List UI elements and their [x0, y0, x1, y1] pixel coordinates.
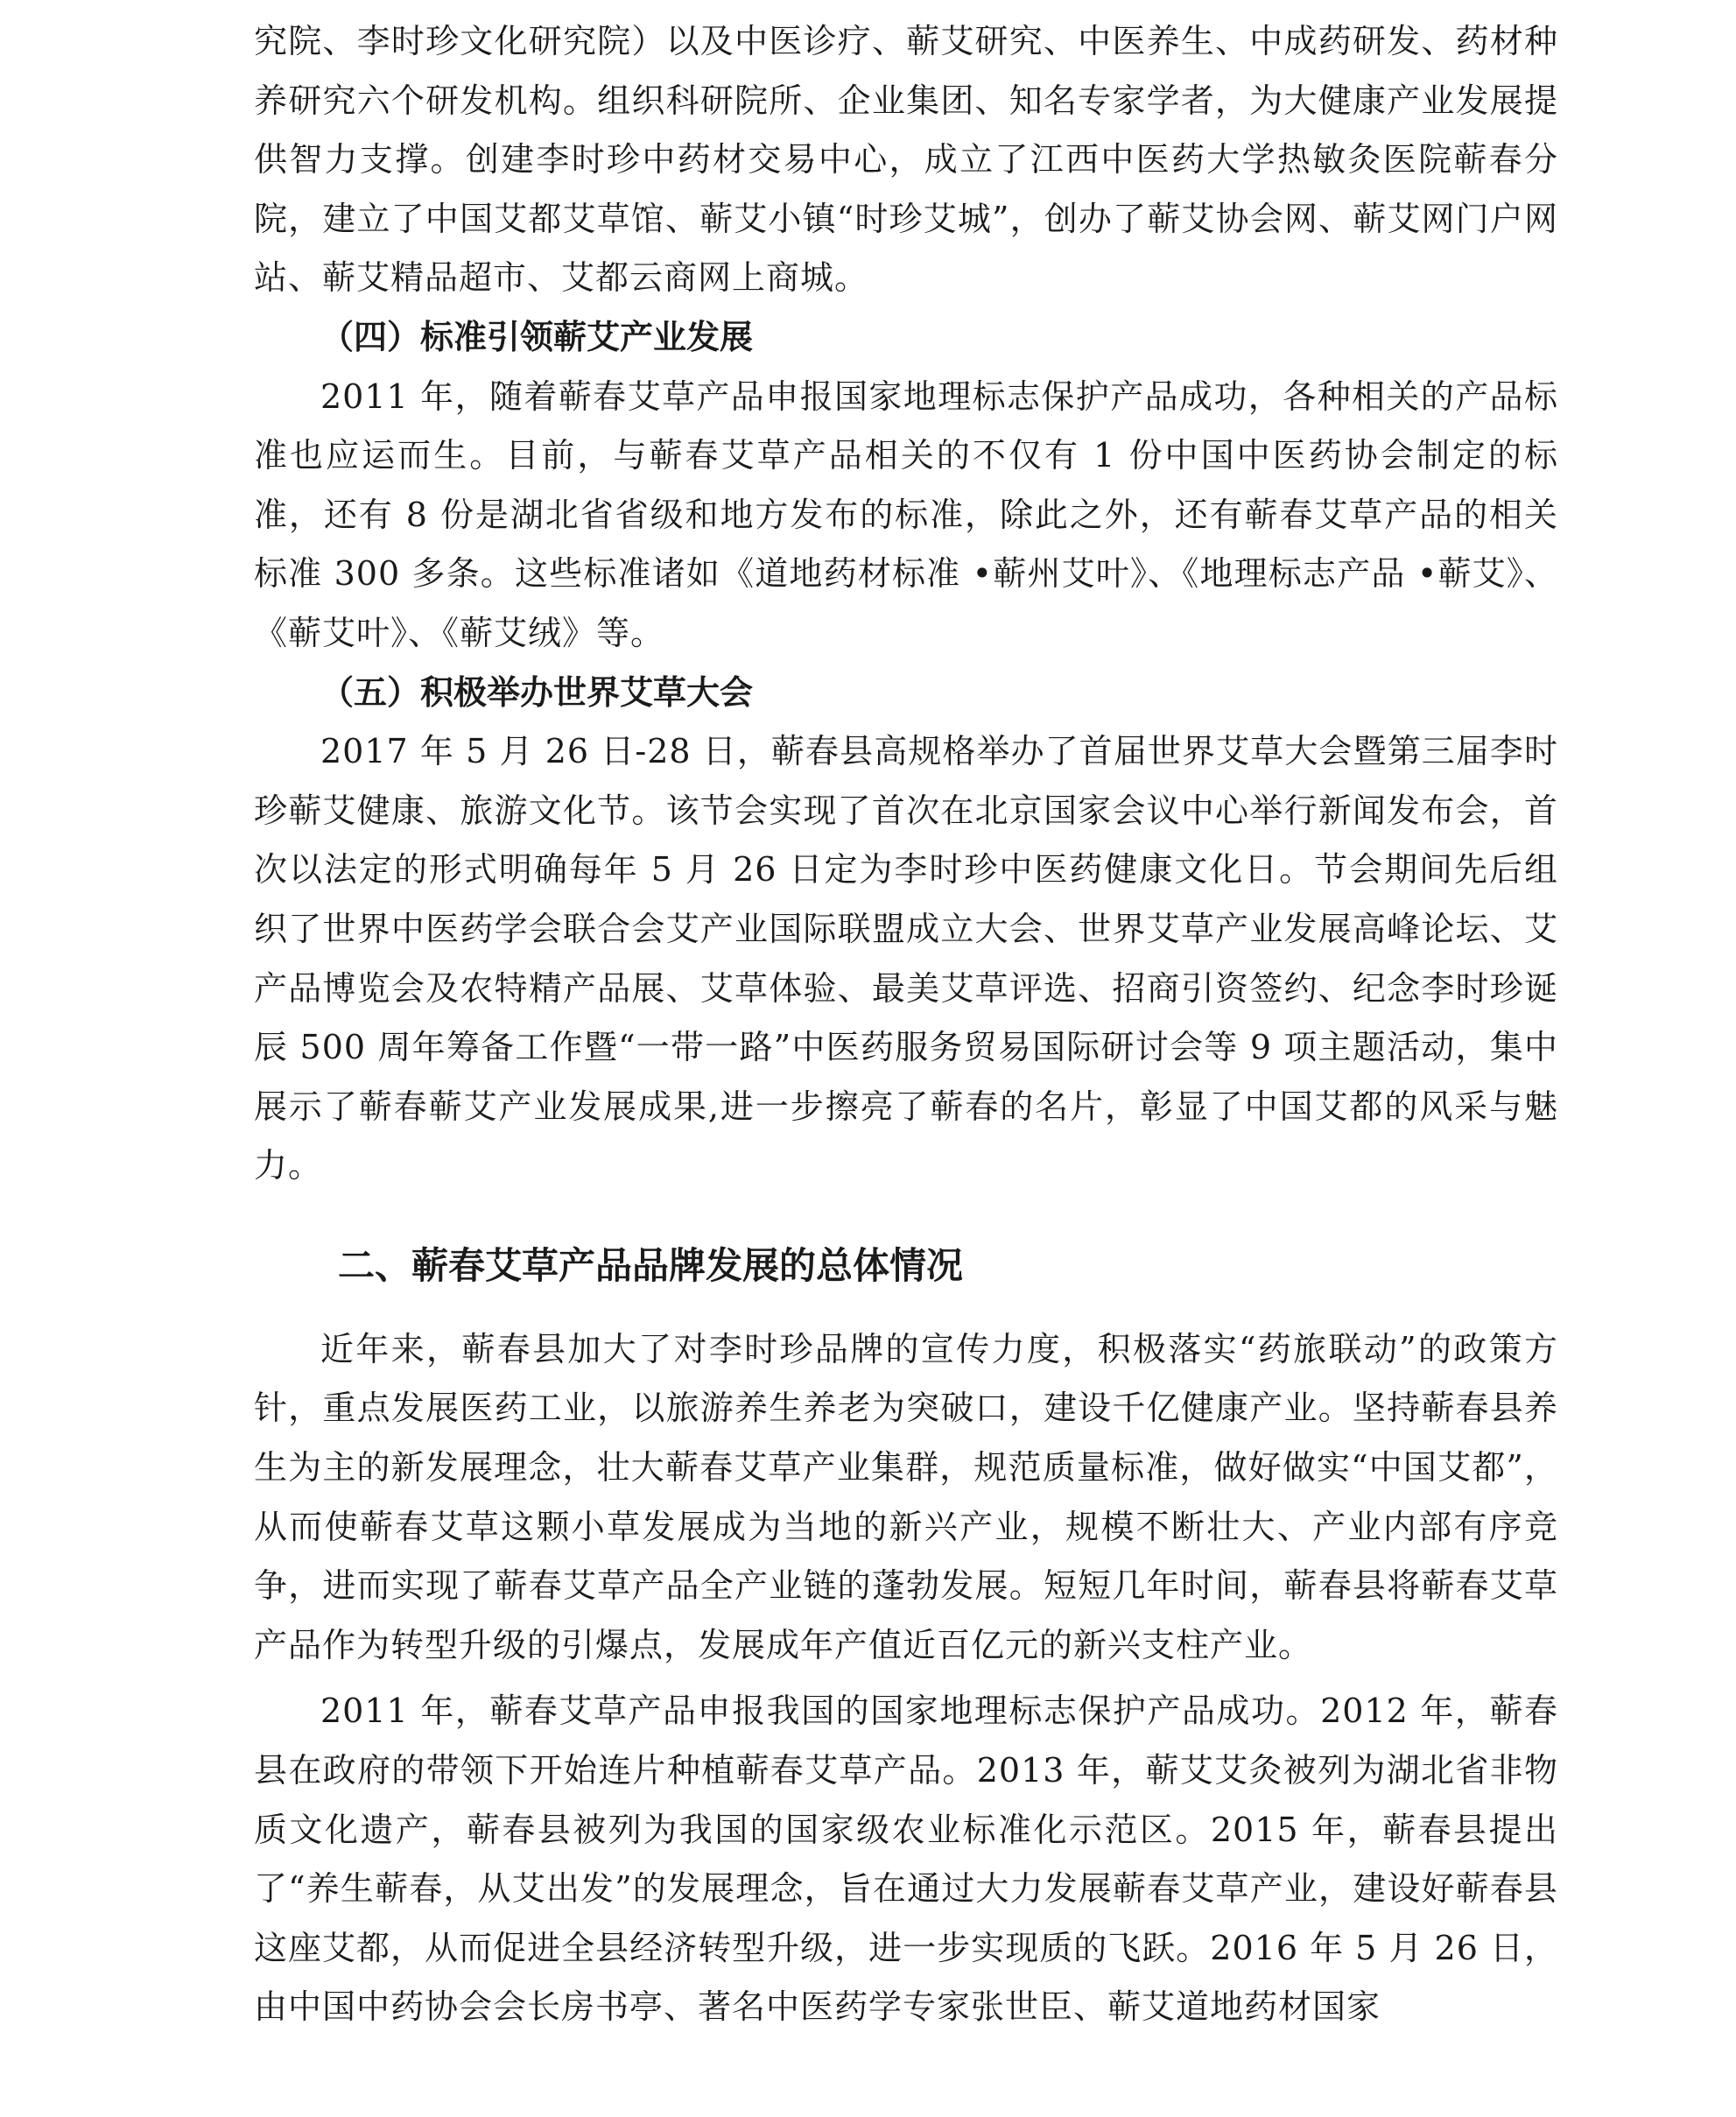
- heading-standards: （四）标准引领蕲艾产业发展: [320, 317, 754, 356]
- heading-world-conference: （五）积极举办世界艾草大会: [320, 672, 754, 712]
- paragraph-brand-timeline: 2011 年，蕲春艾草产品申报我国的国家地理标志保护产品成功。2012 年，蕲春县在政府的带领下开始连片种植蕲春艾草产品。2013 年，蕲艾艾灸被列为湖北省非物质文化遗产，蕲春县被列为我国的国家级农业标准化示范区。2015 年，蕲春县提出了“养生蕲春，从艾出发”的发展理念，旨在通过大力发展蕲春艾草产业，建设好蕲春县这座艾都，从而促进全县经济转型升级，进一步实现质的飞跃。2016 年 5 月 26 日，由中国中药协会会长房书亭、著名中医药学专家张世臣、蕲艾道地药材国家: [254, 1691, 1558, 2027]
- section-title-brand-development: 二、蕲春艾草产品品牌发展的总体情况: [338, 1243, 964, 1287]
- paragraph-brand-overview: 近年来，蕲春县加大了对李时珍品牌的宣传力度，积极落实“药旅联动”的政策方针，重点发展医药工业，以旅游养生养老为突破口，建设千亿健康产业。坚持蕲春县养生为主的新发展理念，壮大蕲春艾草产业集群，规范质量标准，做好做实“中国艾都”，从而使蕲春艾草这颗小草发展成为当地的新兴产业，规模不断壮大、产业内部有序竞争，进而实现了蕲春艾草产品全产业链的蓬勃发展。短短几年时间，蕲春县将蕲春艾草产品作为转型升级的引爆点，发展成年产值近百亿元的新兴支柱产业。: [254, 1329, 1558, 1664]
- paragraph-world-conference: 2017 年 5 月 26 日-28 日，蕲春县高规格举办了首届世界艾草大会暨第三届李时珍蕲艾健康、旅游文化节。该节会实现了首次在北京国家会议中心举行新闻发布会，首次以法定的形式明确每年 5 月 26 日定为李时珍中医药健康文化日。节会期间先后组织了世界中医药学会联合会艾产业国际联盟成立大会、世界艾草产业发展高峰论坛、艾产品博览会及农特精产品展、艾草体验、最美艾草评选、招商引资签约、纪念李时珍诞辰 500 周年筹备工作暨“一带一路”中医药服务贸易国际研讨会等 9 项主题活动，集中展示了蕲春蕲艾产业发展成果,进一步擦亮了蕲春的名片，彰显了中国艾都的风采与魅力。: [254, 732, 1558, 1185]
- paragraph-research-institutes: 究院、李时珍文化研究院）以及中医诊疗、蕲艾研究、中医养生、中成药研发、药材种养研究六个研发机构。组织科研院所、企业集团、知名专家学者，为大健康产业发展提供智力支撑。创建李时珍中药材交易中心，成立了江西中医药大学热敏灸医院蕲春分院，建立了中国艾都艾草馆、蕲艾小镇“时珍艾城”，创办了蕲艾协会网、蕲艾网门户网站、蕲艾精品超市、艾都云商网上商城。: [254, 22, 1558, 298]
- paragraph-standards: 2011 年，随着蕲春艾草产品申报国家地理标志保护产品成功，各种相关的产品标准也应运而生。目前，与蕲春艾草产品相关的不仅有 1 份中国中医药协会制定的标准，还有 8 份是湖北省省级和地方发布的标准，除此之外，还有蕲春艾草产品的相关标准 300 多条。这些标准诸如《道地药材标准 •蕲州艾叶》、《地理标志产品 •蕲艾》、《蕲艾叶》、《蕲艾绒》等。: [254, 376, 1558, 652]
- document-page: [254, 12, 1558, 2037]
